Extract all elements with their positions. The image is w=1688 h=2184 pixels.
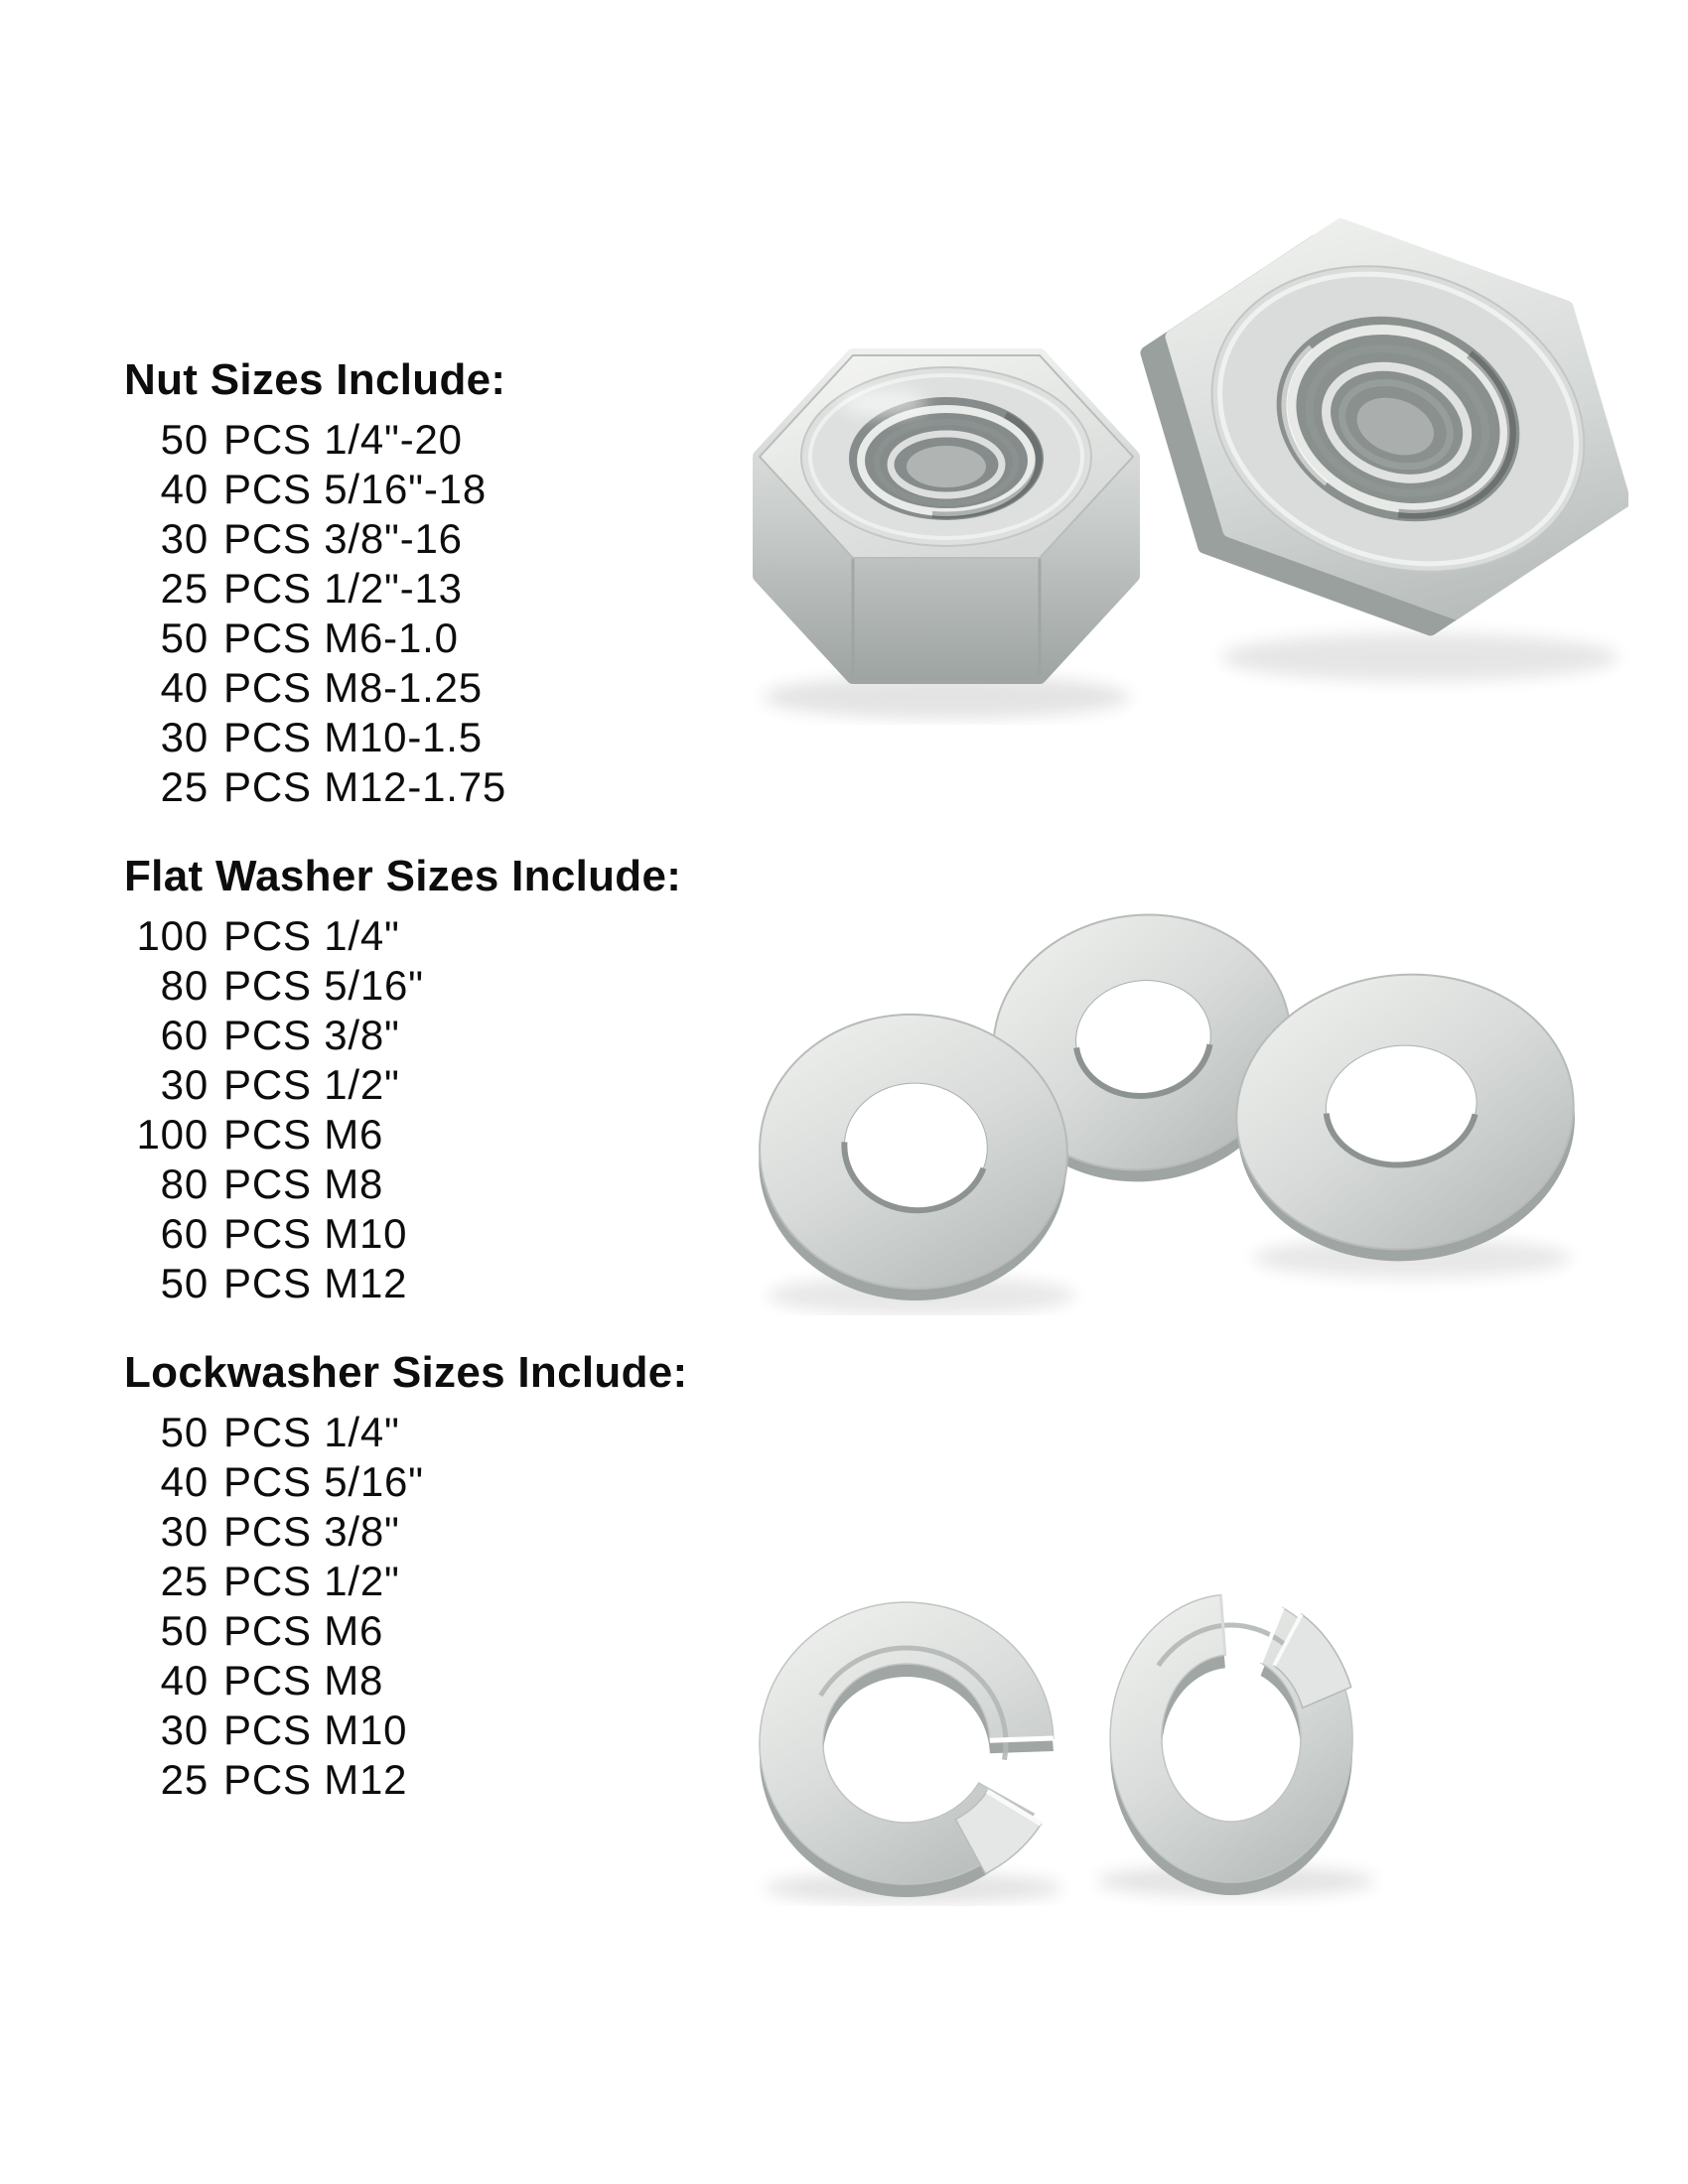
- list-item: [119, 762, 735, 812]
- item-desc: PCS M6: [223, 1111, 384, 1158]
- item-qty: 60: [160, 1012, 209, 1058]
- item-desc: PCS 5/16": [223, 962, 424, 1009]
- list-item: [119, 1160, 735, 1209]
- list-item: [119, 1656, 735, 1706]
- section-lockwasher-sizes: [119, 1348, 735, 1805]
- list-item: [119, 1557, 735, 1606]
- nut-sizes-heading: Nut Sizes Include:: [124, 355, 506, 404]
- flat-washer-sizes-list: [119, 911, 735, 1308]
- hex-nut-right: [1092, 208, 1628, 681]
- item-desc: PCS 1/4"-20: [223, 416, 463, 463]
- list-item: [119, 1209, 735, 1259]
- item-desc: PCS M8: [223, 1160, 384, 1207]
- item-desc: PCS M12: [223, 1756, 408, 1803]
- list-item: [119, 1706, 735, 1755]
- list-item: [119, 1060, 735, 1110]
- item-qty: 50: [160, 614, 209, 661]
- item-qty: 60: [160, 1210, 209, 1257]
- list-item: [119, 1259, 735, 1308]
- list-item: [119, 663, 735, 713]
- item-qty: 25: [160, 565, 209, 612]
- item-qty: 30: [160, 714, 209, 760]
- list-item: [119, 1457, 735, 1507]
- list-item: [119, 564, 735, 614]
- item-qty: 50: [160, 1607, 209, 1654]
- item-desc: PCS 3/8"-16: [223, 515, 463, 562]
- item-desc: PCS M12-1.75: [223, 763, 507, 810]
- list-item: [119, 713, 735, 762]
- list-item: [119, 1011, 735, 1060]
- item-qty: 80: [160, 1160, 209, 1207]
- item-qty: 100: [136, 912, 209, 959]
- item-qty: 30: [160, 1706, 209, 1753]
- item-qty: 40: [160, 1657, 209, 1704]
- flat-washers-photo: [735, 908, 1589, 1315]
- item-desc: PCS 1/2"-13: [223, 565, 463, 612]
- item-qty: 50: [160, 416, 209, 463]
- item-desc: PCS 3/8": [223, 1508, 400, 1555]
- list-item: [119, 465, 735, 514]
- list-item: [119, 961, 735, 1011]
- item-desc: PCS M8-1.25: [223, 664, 483, 711]
- item-desc: PCS M10-1.5: [223, 714, 483, 760]
- section-nut-sizes: [119, 355, 735, 812]
- item-desc: PCS 1/2": [223, 1558, 400, 1604]
- item-qty: 80: [160, 962, 209, 1009]
- list-item: [119, 614, 735, 663]
- list-item: [119, 1755, 735, 1805]
- nut-sizes-list: [119, 415, 735, 812]
- lock-washer-right: [1097, 1595, 1375, 1897]
- list-item: [119, 1408, 735, 1457]
- lock-washer-left: [760, 1602, 1062, 1904]
- flat-washer-sizes-heading: Flat Washer Sizes Include:: [124, 852, 682, 900]
- lockwasher-sizes-list: [119, 1408, 735, 1805]
- item-qty: 25: [160, 1558, 209, 1604]
- list-item: [119, 1507, 735, 1557]
- item-qty: 30: [160, 1508, 209, 1555]
- hex-nuts-photo: [735, 208, 1628, 725]
- list-item: [119, 1606, 735, 1656]
- section-flat-washer-sizes: [119, 852, 735, 1308]
- item-qty: 50: [160, 1409, 209, 1455]
- item-desc: PCS 1/2": [223, 1061, 400, 1108]
- item-desc: PCS 1/4": [223, 912, 400, 959]
- item-desc: PCS M8: [223, 1657, 384, 1704]
- item-qty: 40: [160, 466, 209, 512]
- item-qty: 40: [160, 1458, 209, 1505]
- list-item: [119, 911, 735, 961]
- list-item: [119, 415, 735, 465]
- lockwasher-sizes-heading: Lockwasher Sizes Include:: [124, 1348, 688, 1397]
- hex-nut-left: [760, 355, 1133, 719]
- item-qty: 50: [160, 1260, 209, 1306]
- list-item: [119, 1110, 735, 1160]
- item-qty: 40: [160, 664, 209, 711]
- item-desc: PCS 5/16"-18: [223, 466, 487, 512]
- item-qty: 25: [160, 1756, 209, 1803]
- item-desc: PCS 1/4": [223, 1409, 400, 1455]
- item-qty: 100: [136, 1111, 209, 1158]
- item-qty: 30: [160, 1061, 209, 1108]
- list-item: [119, 514, 735, 564]
- item-qty: 25: [160, 763, 209, 810]
- item-desc: PCS M6-1.0: [223, 614, 459, 661]
- item-desc: PCS M10: [223, 1706, 408, 1753]
- lock-washers-photo: [715, 1569, 1609, 1906]
- item-desc: PCS 5/16": [223, 1458, 424, 1505]
- item-desc: PCS 3/8": [223, 1012, 400, 1058]
- item-desc: PCS M12: [223, 1260, 408, 1306]
- item-qty: 30: [160, 515, 209, 562]
- item-desc: PCS M10: [223, 1210, 408, 1257]
- item-desc: PCS M6: [223, 1607, 384, 1654]
